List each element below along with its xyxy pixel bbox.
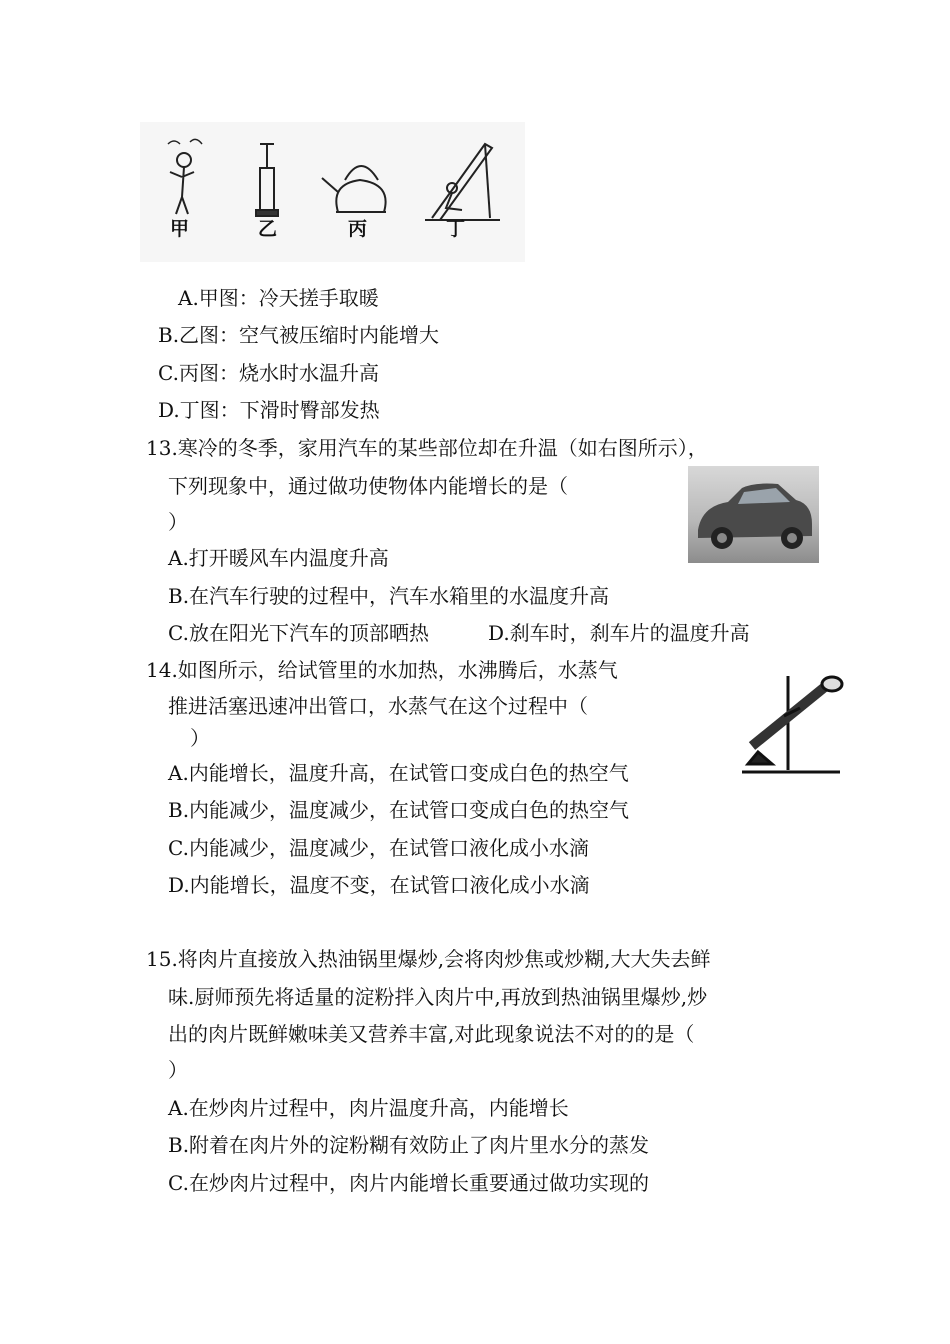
q12-option-b: B.乙图：空气被压缩时内能增大 xyxy=(158,323,440,347)
q14-stem-line-3: ） xyxy=(190,726,210,750)
q14-stem-line-1: 14.如图所示，给试管里的水加热，水沸腾后，水蒸气 xyxy=(146,658,618,682)
figure-12-illustrations xyxy=(140,122,525,262)
figure-label-yi: 乙 xyxy=(258,218,278,240)
q13-option-c: C.放在阳光下汽车的顶部晒热 xyxy=(168,621,429,645)
car-photo xyxy=(688,466,819,563)
q14-stem-line-2: 推进活塞迅速冲出管口，水蒸气在这个过程中（ xyxy=(168,694,588,718)
kettle-figure xyxy=(322,166,386,212)
figure-label-jia: 甲 xyxy=(170,218,190,240)
q12-option-a: A.甲图：冷天搓手取暖 xyxy=(178,286,379,310)
figure-12-drawings xyxy=(140,122,525,262)
q14-option-d: D.内能增长，温度不变，在试管口液化成小水滴 xyxy=(168,873,590,897)
slide-figure xyxy=(425,144,500,220)
q13-option-d: D.刹车时，刹车片的温度升高 xyxy=(488,621,750,645)
q15-option-c: C.在炒肉片过程中，肉片内能增长重要通过做功实现的 xyxy=(168,1171,649,1195)
q15-stem-line-1: 15.将肉片直接放入热油锅里爆炒,会将肉炒焦或炒糊,大大失去鲜 xyxy=(146,947,711,971)
q15-option-b: B.附着在肉片外的淀粉糊有效防止了肉片里水分的蒸发 xyxy=(168,1133,650,1157)
rubbing-hands-figure xyxy=(168,139,202,214)
q13-stem-line-2: 下列现象中，通过做功使物体内能增长的是（ xyxy=(168,474,568,498)
car-drawing xyxy=(688,466,819,563)
test-tube-drawing xyxy=(728,668,850,780)
figure-label-ding: 丁 xyxy=(446,218,466,240)
q15-option-a: A.在炒肉片过程中，肉片温度升高，内能增长 xyxy=(168,1096,569,1120)
q13-option-b: B.在汽车行驶的过程中，汽车水箱里的水温度升高 xyxy=(168,584,610,608)
q15-stem-line-2: 味.厨师预先将适量的淀粉拌入肉片中,再放到热油锅里爆炒,炒 xyxy=(168,985,708,1009)
figure-label-bing: 丙 xyxy=(348,218,368,240)
q14-option-c: C.内能减少，温度减少，在试管口液化成小水滴 xyxy=(168,836,589,860)
q15-stem-line-3: 出的肉片既鲜嫩味美又营养丰富,对此现象说法不对的的是（ xyxy=(168,1022,695,1046)
q12-option-d: D.丁图：下滑时臀部发热 xyxy=(158,398,380,422)
q13-stem-line-3: ） xyxy=(168,510,188,534)
q15-stem-line-4: ） xyxy=(168,1058,188,1082)
q12-option-c: C.丙图：烧水时水温升高 xyxy=(158,361,379,385)
q14-option-a: A.内能增长，温度升高，在试管口变成白色的热空气 xyxy=(168,761,629,785)
q14-option-b: B.内能减少，温度减少，在试管口变成白色的热空气 xyxy=(168,798,630,822)
q13-stem-line-1: 13.寒冷的冬季，家用汽车的某些部位却在升温（如右图所示）， xyxy=(146,436,708,460)
air-pump-figure xyxy=(256,144,278,216)
test-tube-apparatus xyxy=(728,668,850,780)
q13-option-a: A.打开暖风车内温度升高 xyxy=(168,546,389,570)
